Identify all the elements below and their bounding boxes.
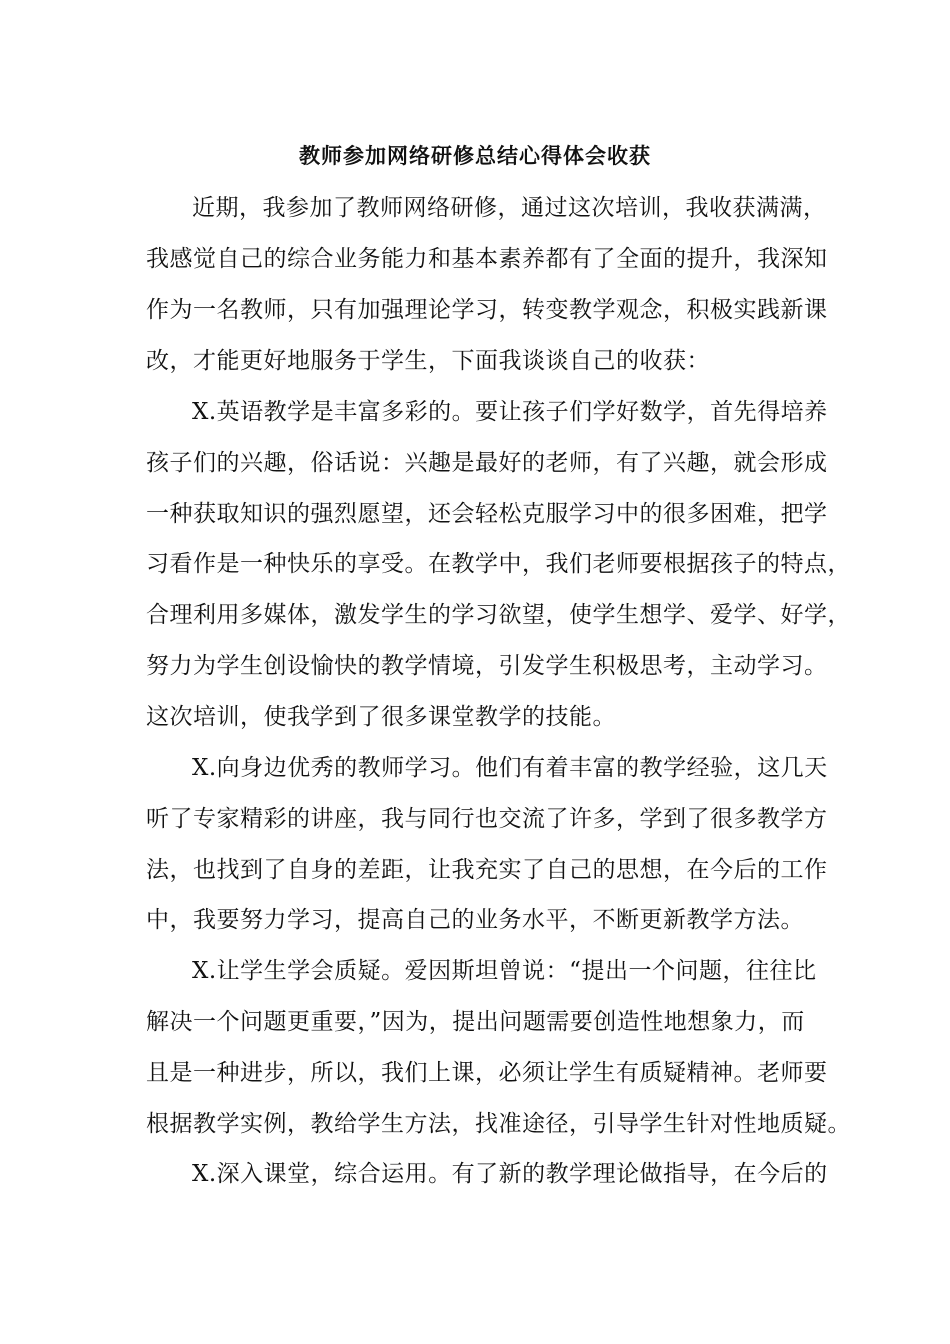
- paragraph-1-line-4: 改，才能更好地服务于学生，下面我谈谈自己的收获：: [146, 348, 710, 374]
- paragraph-2-line-3: 一种获取知识的强烈愿望，还会轻松克服学习中的很多困难，把学: [146, 501, 828, 527]
- paragraph-2-line-6: 努力为学生创设愉快的教学情境，引发学生积极思考，主动学习。: [146, 653, 828, 679]
- paragraph-1-line-2: 我感觉自己的综合业务能力和基本素养都有了全面的提升，我深知: [146, 246, 828, 272]
- paragraph-1-line-3: 作为一名教师，只有加强理论学习，转变教学观念，积极实践新课: [146, 297, 828, 323]
- paragraph-4-line-3: 且是一种进步，所以，我们上课，必须让学生有质疑精神。老师要: [146, 1060, 828, 1086]
- paragraph-5-line-1: X.深入课堂，综合运用。有了新的教学理论做指导，在今后的: [192, 1161, 828, 1187]
- paragraph-1-line-1: 近期，我参加了教师网络研修，通过这次培训，我收获满满，: [192, 195, 827, 221]
- paragraph-4-line-4: 根据教学实例，教给学生方法，找准途径，引导学生针对性地质疑。: [146, 1111, 851, 1137]
- document-title: 教师参加网络研修总结心得体会收获: [299, 143, 651, 168]
- paragraph-2-line-1: X.英语教学是丰富多彩的。要让孩子们学好数学，首先得培养: [192, 399, 828, 425]
- paragraph-2-line-5: 合理利用多媒体，激发学生的学习欲望，使学生想学、爱学、好学，: [146, 602, 851, 628]
- paragraph-2-line-2: 孩子们的兴趣，俗话说：兴趣是最好的老师，有了兴趣，就会形成: [146, 450, 828, 476]
- paragraph-2-line-4: 习看作是一种快乐的享受。在教学中，我们老师要根据孩子的特点，: [146, 551, 851, 577]
- paragraph-3-line-3: 法，也找到了自身的差距，让我充实了自己的思想，在今后的工作: [146, 857, 828, 883]
- paragraph-3-line-2: 听了专家精彩的讲座，我与同行也交流了许多，学到了很多教学方: [146, 806, 828, 832]
- paragraph-4-line-2: 解决一个问题更重要，”因为，提出问题需要创造性地想象力，而: [146, 1009, 805, 1035]
- paragraph-2-line-7: 这次培训，使我学到了很多课堂教学的技能。: [146, 704, 616, 730]
- paragraph-3-line-1: X.向身边优秀的教师学习。他们有着丰富的教学经验，这几天: [192, 755, 828, 781]
- paragraph-4-line-1: X.让学生学会质疑。爱因斯坦曾说：“提出一个问题，往往比: [192, 958, 817, 984]
- paragraph-3-line-4: 中，我要努力学习，提高自己的业务水平，不断更新教学方法。: [146, 907, 804, 933]
